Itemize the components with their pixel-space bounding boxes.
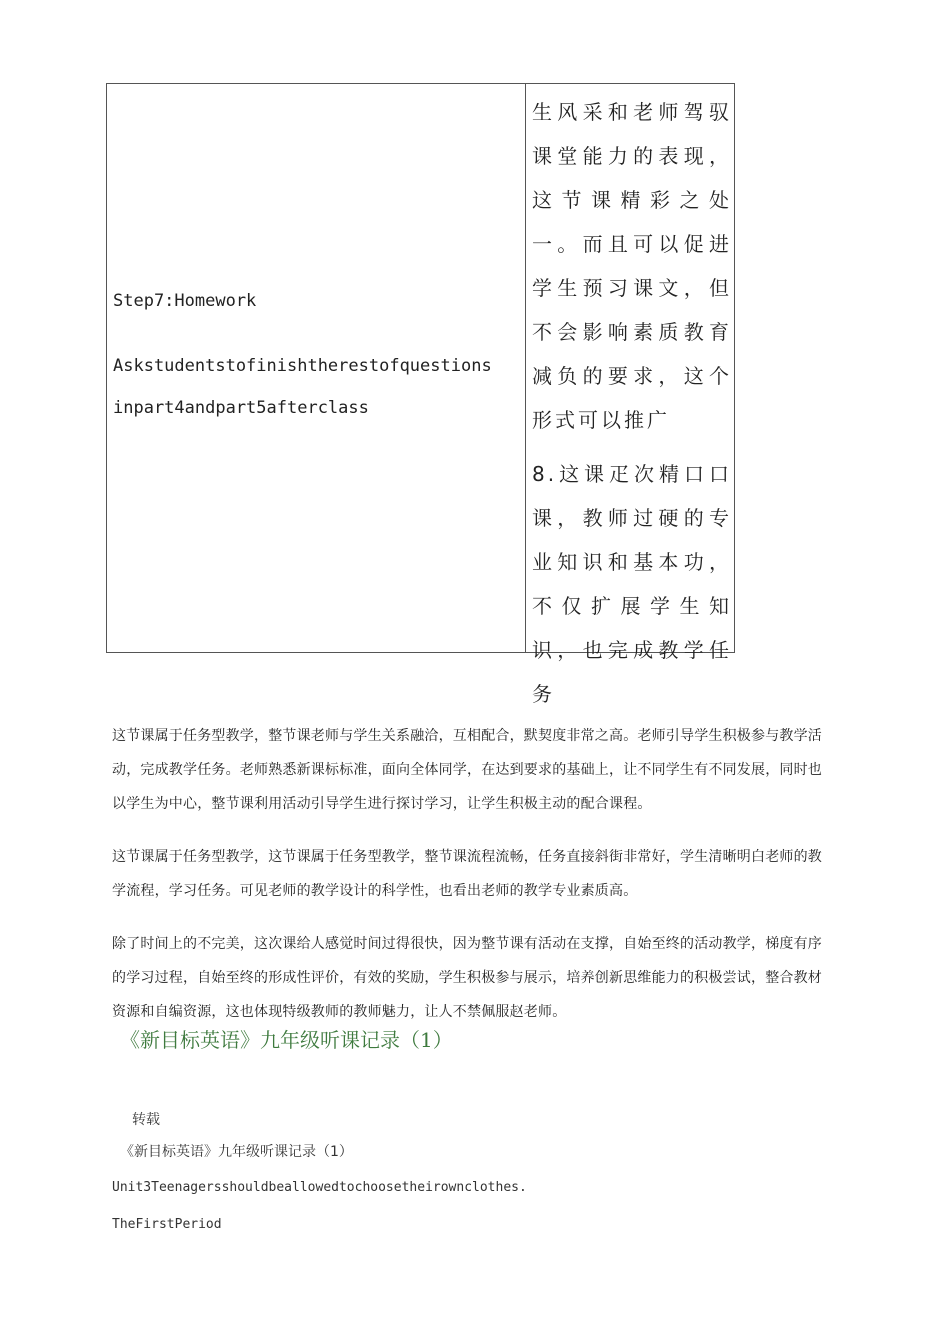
homework-instruction-line-2: inpart4andpart5afterclass: [113, 398, 369, 418]
unit-line: Unit3Teenagersshouldbeallowedtochoosetheirownclothes.: [112, 1180, 527, 1195]
evaluation-paragraph-1: 这节课属于任务型教学，整节课老师与学生关系融洽，互相配合，默契度非常之高。老师引导学生积极参与教学活动，完成教学任务。老师熟悉新课标标准，面向全体同学，在达到要求的基础上，让不同学生有不同发展，同时也以学生为中心，整节课利用活动引导学生进行探讨学习，让学生积极主动的配合课程。: [112, 728, 822, 812]
comment-cell: [532, 90, 732, 716]
repost-label: 转载: [132, 1112, 160, 1128]
table-column-divider: [525, 84, 526, 652]
homework-step-heading: Step7:Homework: [113, 291, 257, 311]
article-subtitle: 《新目标英语》九年级听课记录（1）: [120, 1144, 353, 1160]
homework-instruction-line-1: Askstudentstofinishtherestofquestions: [113, 356, 492, 376]
period-line: TheFirstPeriod: [112, 1217, 222, 1232]
evaluation-paragraph-3: 除了时间上的不完美，这次课给人感觉时间过得很快，因为整节课有活动在支撑，自始至终的活动教学，梯度有序的学习过程，自始至终的形成性评价，有效的奖励，学生积极参与展示，培养创新思维能力的积极尝试，整合教材资源和自编资源，这也体现特级教师的教师魅力，让人不禁佩服赵老师。: [112, 936, 822, 1020]
article-title-link[interactable]: 《新目标英语》九年级听课记录（1）: [120, 1028, 453, 1052]
comment-paragraph-1: 生风采和老师驾驭课堂能力的表现，这节课精彩之处一。而且可以促进学生预习课文，但不会影响素质教育减负的要求，这个形式可以推广: [532, 100, 732, 432]
lesson-table: [106, 83, 735, 706]
comment-paragraph-2: 8.这课疋次精口口课，教师过硬的专业知识和基本功，不仅扩展学生知识，也完成教学任务: [532, 462, 732, 706]
evaluation-paragraph-2: 这节课属于任务型教学，这节课属于任务型教学，整节课流程流畅，任务直接斜街非常好，学生清晰明白老师的教学流程，学习任务。可见老师的教学设计的科学性，也看出老师的教学专业素质高。: [112, 849, 822, 899]
